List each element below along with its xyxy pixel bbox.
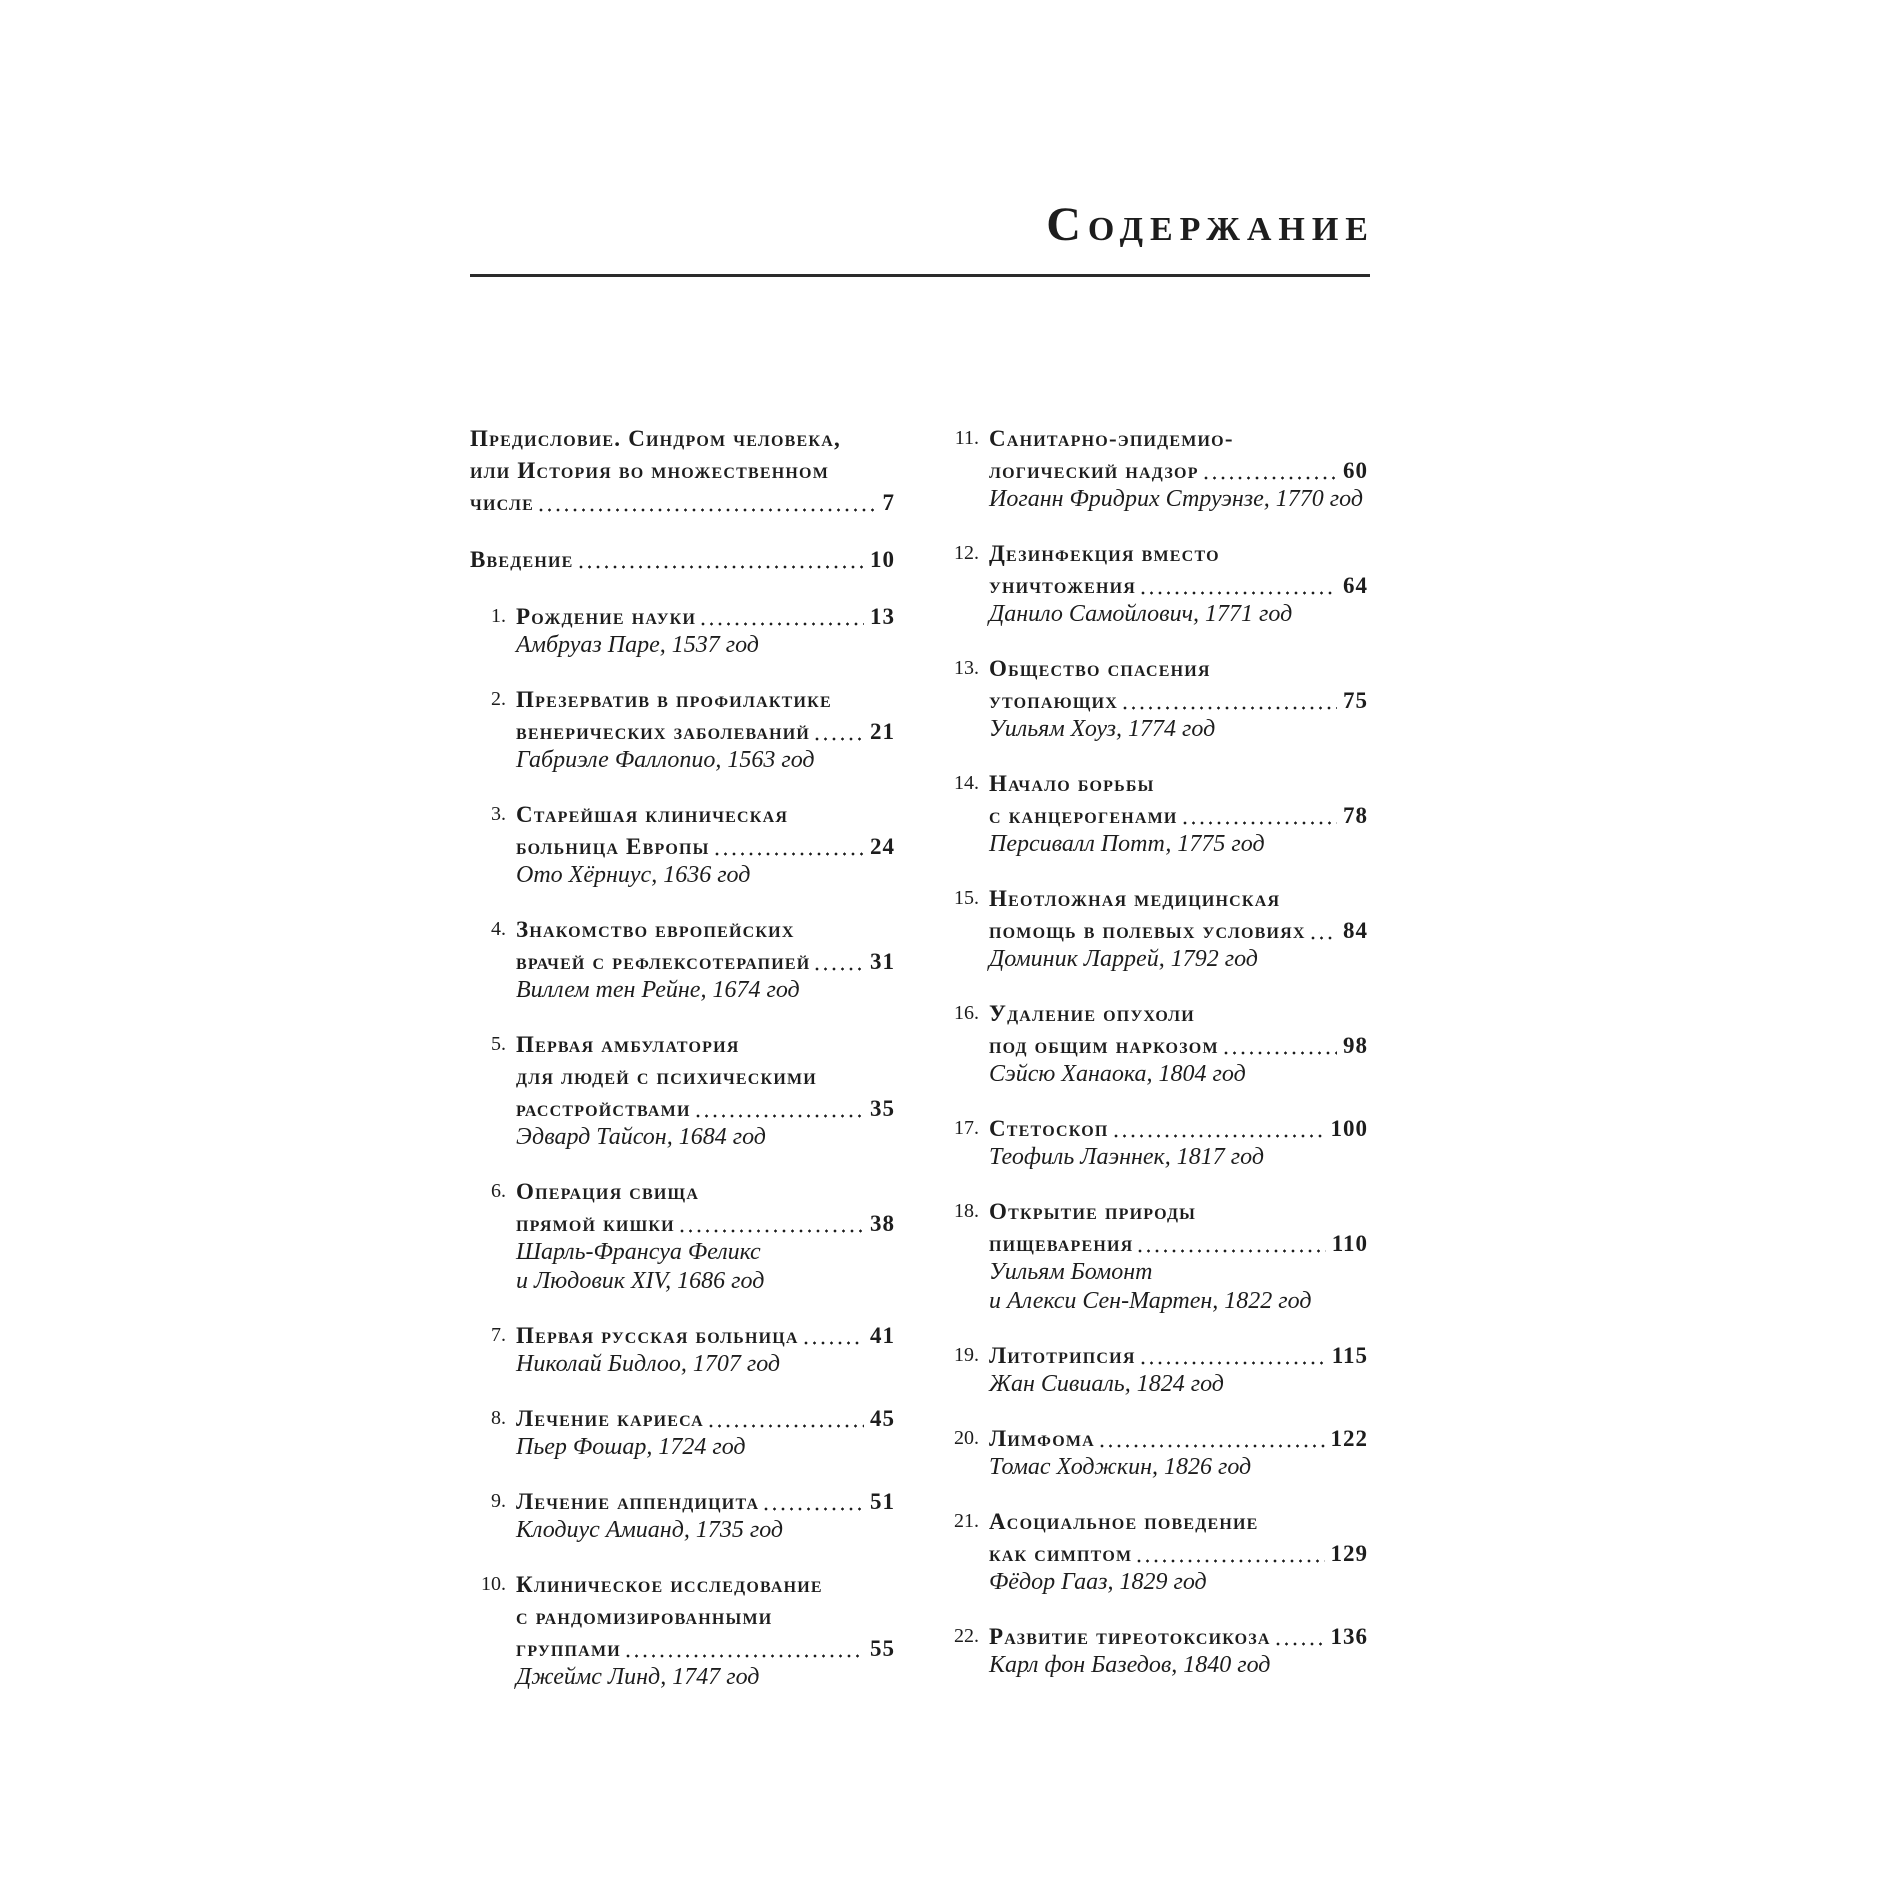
entry-title-line	[989, 1424, 1368, 1453]
entry-title-line	[470, 424, 895, 456]
dot-leader	[804, 1340, 864, 1346]
entry-title-line	[989, 999, 1368, 1031]
entry-page-number: 24	[870, 834, 895, 859]
entry-title-line	[989, 1507, 1368, 1539]
entry-number: 16.	[954, 1002, 979, 1024]
page-title: Содержание	[1046, 198, 1375, 251]
entry-title-text: как симптом	[989, 1541, 1133, 1566]
toc-entry	[470, 1321, 895, 1379]
entry-author-line: Уильям Бомонт	[989, 1259, 1153, 1285]
entry-body	[989, 654, 1368, 744]
dot-leader	[764, 1506, 864, 1512]
entry-page-number: 13	[870, 604, 895, 629]
entry-author-line: Томас Ходжкин, 1826 год	[989, 1454, 1252, 1480]
toc-entry	[470, 602, 895, 660]
entry-page-number: 75	[1343, 688, 1368, 713]
entry-body	[989, 1507, 1368, 1597]
entry-title-text: Литотрипсия	[989, 1343, 1136, 1368]
entry-number: 20.	[954, 1427, 979, 1449]
entry-body	[989, 1424, 1368, 1482]
dot-leader	[815, 966, 864, 972]
entry-title-text: под общим наркозом	[989, 1033, 1219, 1058]
entry-title-line	[516, 602, 895, 631]
entry-body	[470, 545, 895, 574]
entry-title-text: Предисловие. Синдром человека,	[470, 426, 841, 451]
entry-page-number: 78	[1343, 803, 1368, 828]
toc-entry	[470, 915, 895, 1005]
entry-number: 21.	[954, 1510, 979, 1532]
toc-entry	[943, 1197, 1368, 1316]
entry-title-text: с канцерогенами	[989, 803, 1178, 828]
entry-body	[989, 884, 1368, 974]
entry-author-line: Виллем тен Рейне, 1674 год	[516, 977, 800, 1003]
entry-title-text: Лимфома	[989, 1426, 1095, 1451]
entry-title-line	[989, 801, 1368, 830]
entry-title-text: числе	[470, 490, 534, 515]
entry-number: 2.	[491, 688, 506, 710]
entry-body	[989, 1114, 1368, 1172]
entry-body	[516, 685, 895, 775]
dot-leader	[1138, 1248, 1325, 1254]
dot-leader	[1137, 1558, 1324, 1564]
entry-body	[989, 539, 1368, 629]
entry-author-line: Иоганн Фридрих Струэнзе, 1770 год	[989, 486, 1363, 512]
entry-number: 1.	[491, 605, 506, 627]
entry-title-text: с рандомизированными	[516, 1604, 773, 1629]
toc-entry	[943, 654, 1368, 744]
entry-title-text: утопающих	[989, 688, 1119, 713]
entry-title-text: Введение	[470, 547, 574, 572]
entry-title-text: Рождение науки	[516, 604, 697, 629]
entry-body	[516, 800, 895, 890]
entry-title-text: Развитие тиреотоксикоза	[989, 1624, 1271, 1649]
toc-entry	[470, 1570, 895, 1692]
dot-leader	[1141, 1360, 1326, 1366]
entry-title-line	[516, 1177, 895, 1209]
entry-title-line	[989, 1229, 1368, 1258]
entry-title-line	[989, 1341, 1368, 1370]
entry-title-text: Старейшая клиническая	[516, 802, 789, 827]
entry-body	[516, 1321, 895, 1379]
toc-entry	[943, 1507, 1368, 1597]
entry-author-line: Шарль-Франсуа Феликс	[516, 1239, 761, 1265]
entry-title-line	[989, 456, 1368, 485]
entry-page-number: 10	[870, 547, 895, 572]
entry-number: 3.	[491, 803, 506, 825]
entry-title-line	[516, 1209, 895, 1238]
entry-title-line	[989, 884, 1368, 916]
entry-title-line	[516, 1030, 895, 1062]
entry-title-text: или История во множественном	[470, 458, 829, 483]
toc-column-right	[943, 424, 1368, 1705]
entry-author-line: Теофиль Лаэннек, 1817 год	[989, 1144, 1264, 1170]
entry-body	[516, 1030, 895, 1152]
entry-number: 8.	[491, 1407, 506, 1429]
toc-entry	[943, 1424, 1368, 1482]
entry-page-number: 136	[1330, 1624, 1368, 1649]
entry-number: 14.	[954, 772, 979, 794]
entry-title-text: Открытие природы	[989, 1199, 1197, 1224]
dot-leader	[1204, 475, 1337, 481]
entry-author-line: Персивалл Потт, 1775 год	[989, 831, 1265, 857]
entry-body	[470, 424, 895, 517]
entry-number: 17.	[954, 1117, 979, 1139]
dot-leader	[1183, 820, 1337, 826]
toc-entry	[943, 769, 1368, 859]
entry-title-line	[470, 488, 895, 517]
entry-page-number: 110	[1331, 1231, 1368, 1256]
entry-title-line	[516, 947, 895, 976]
entry-number: 12.	[954, 542, 979, 564]
entry-title-line	[516, 1487, 895, 1516]
entry-page-number: 41	[870, 1323, 895, 1348]
entry-author-line: Данило Самойлович, 1771 год	[989, 601, 1293, 627]
dot-leader	[1100, 1443, 1325, 1449]
toc-entry	[943, 999, 1368, 1089]
entry-author-line: и Алекси Сен-Мартен, 1822 год	[989, 1288, 1312, 1314]
entry-author-line: и Людовик XIV, 1686 год	[516, 1268, 765, 1294]
entry-body	[989, 1341, 1368, 1399]
entry-title-text: пищеварения	[989, 1231, 1134, 1256]
entry-body	[989, 769, 1368, 859]
entry-author-line: Фёдор Гааз, 1829 год	[989, 1569, 1207, 1595]
entry-author-line: Эдвард Тайсон, 1684 год	[516, 1124, 766, 1150]
entry-body	[516, 1570, 895, 1692]
entry-page-number: 98	[1343, 1033, 1368, 1058]
entry-number: 9.	[491, 1490, 506, 1512]
entry-title-line	[516, 1404, 895, 1433]
entry-title-line	[989, 1539, 1368, 1568]
entry-title-text: помощь в полевых условиях	[989, 918, 1306, 943]
entry-title-text: Стетоскоп	[989, 1116, 1109, 1141]
dot-leader	[680, 1228, 864, 1234]
toc-front-matter-entry	[470, 424, 895, 517]
entry-title-line	[470, 545, 895, 574]
entry-title-text: венерических заболеваний	[516, 719, 811, 744]
entry-number: 13.	[954, 657, 979, 679]
entry-title-text: Лечение аппендицита	[516, 1489, 760, 1514]
dot-leader	[1141, 590, 1337, 596]
entry-title-line	[516, 1634, 895, 1663]
entry-number: 22.	[954, 1625, 979, 1647]
entry-title-line	[516, 1321, 895, 1350]
toc-entry	[943, 1341, 1368, 1399]
entry-author-line: Сэйсю Ханаока, 1804 год	[989, 1061, 1246, 1087]
entry-title-line	[989, 1114, 1368, 1143]
toc-column-left	[470, 424, 895, 1717]
entry-title-text: Клиническое исследование	[516, 1572, 823, 1597]
entry-title-line	[989, 769, 1368, 801]
toc-entry	[470, 685, 895, 775]
dot-leader	[815, 736, 864, 742]
entry-author-line: Клодиус Амианд, 1735 год	[516, 1517, 784, 1543]
dot-leader	[626, 1653, 864, 1659]
entry-title-text: Неотложная медицинская	[989, 886, 1281, 911]
entry-body	[516, 602, 895, 660]
toc-entry	[943, 884, 1368, 974]
entry-body	[989, 999, 1368, 1089]
entry-number: 4.	[491, 918, 506, 940]
entry-body	[516, 1404, 895, 1462]
toc-entry	[943, 1114, 1368, 1172]
entry-title-text: Асоциальное поведение	[989, 1509, 1259, 1534]
entry-title-line	[989, 1197, 1368, 1229]
toc-front-matter-entry	[470, 545, 895, 574]
entry-title-line	[989, 539, 1368, 571]
dot-leader	[715, 851, 864, 857]
entry-number: 18.	[954, 1200, 979, 1222]
entry-title-text: Знакомство европейских	[516, 917, 795, 942]
entry-title-text: врачей с рефлексотерапией	[516, 949, 811, 974]
entry-title-line	[989, 424, 1368, 456]
toc-entry	[470, 1404, 895, 1462]
toc-entry	[943, 1622, 1368, 1680]
entry-page-number: 35	[870, 1096, 895, 1121]
entry-title-text: Операция свища	[516, 1179, 700, 1204]
entry-body	[989, 424, 1368, 514]
entry-page-number: 51	[870, 1489, 895, 1514]
entry-body	[989, 1622, 1368, 1680]
toc-entry	[470, 1030, 895, 1152]
toc-entry	[470, 1177, 895, 1296]
entry-title-text: Общество спасения	[989, 656, 1211, 681]
entry-author-line: Жан Сивиаль, 1824 год	[989, 1371, 1224, 1397]
entry-title-text: логический надзор	[989, 458, 1199, 483]
toc-entry	[943, 424, 1368, 514]
entry-author-line: Амбруаз Паре, 1537 год	[516, 632, 759, 658]
entry-title-line	[516, 800, 895, 832]
entry-body	[516, 915, 895, 1005]
entry-title-text: расстройствами	[516, 1096, 691, 1121]
entry-title-text: уничтожения	[989, 573, 1137, 598]
dot-leader	[539, 507, 877, 513]
entry-page-number: 31	[870, 949, 895, 974]
entry-title-line	[516, 685, 895, 717]
entry-title-line	[989, 571, 1368, 600]
entry-author-line: Уильям Хоуз, 1774 год	[989, 716, 1216, 742]
entry-title-line	[989, 1622, 1368, 1651]
entry-page-number: 64	[1343, 573, 1368, 598]
entry-number: 15.	[954, 887, 979, 909]
entry-title-line	[470, 456, 895, 488]
dot-leader	[579, 564, 864, 570]
dot-leader	[701, 621, 864, 627]
entry-title-line	[516, 1094, 895, 1123]
entry-author-line: Джеймс Линд, 1747 год	[516, 1664, 760, 1690]
entry-number: 11.	[954, 427, 979, 449]
entry-title-line	[516, 1570, 895, 1602]
entry-author-line: Пьер Фошар, 1724 год	[516, 1434, 746, 1460]
toc-entry	[470, 800, 895, 890]
entry-title-text: для людей с психическими	[516, 1064, 817, 1089]
entry-title-line	[989, 916, 1368, 945]
dot-leader	[696, 1113, 864, 1119]
toc-entry	[470, 1487, 895, 1545]
entry-page-number: 122	[1330, 1426, 1368, 1451]
entry-number: 6.	[491, 1180, 506, 1202]
entry-title-line	[516, 1602, 895, 1634]
entry-page-number: 7	[882, 490, 895, 515]
entry-author-line: Ото Хёрниус, 1636 год	[516, 862, 751, 888]
entry-page-number: 84	[1343, 918, 1368, 943]
entry-page-number: 55	[870, 1636, 895, 1661]
dot-leader	[1224, 1050, 1337, 1056]
entry-author-line: Николай Бидлоо, 1707 год	[516, 1351, 781, 1377]
entry-page-number: 21	[870, 719, 895, 744]
dot-leader	[1311, 935, 1337, 941]
entry-title-line	[989, 654, 1368, 686]
entry-title-text: Удаление опухоли	[989, 1001, 1195, 1026]
entry-page-number: 115	[1331, 1343, 1368, 1368]
entry-page-number: 45	[870, 1406, 895, 1431]
entry-title-text: больница Европы	[516, 834, 710, 859]
entry-number: 5.	[491, 1033, 506, 1055]
entry-title-line	[989, 1031, 1368, 1060]
entry-body	[516, 1487, 895, 1545]
toc-entry	[943, 539, 1368, 629]
entry-title-text: Начало борьбы	[989, 771, 1155, 796]
entry-title-line	[516, 1062, 895, 1094]
dot-leader	[1114, 1133, 1325, 1139]
entry-title-line	[516, 832, 895, 861]
entry-author-line: Карл фон Базедов, 1840 год	[989, 1652, 1271, 1678]
title-rule	[470, 274, 1370, 277]
dot-leader	[1276, 1641, 1325, 1647]
entry-body	[989, 1197, 1368, 1316]
entry-title-text: Первая амбулатория	[516, 1032, 740, 1057]
dot-leader	[1123, 705, 1337, 711]
dot-leader	[709, 1423, 864, 1429]
entry-number: 10.	[481, 1573, 506, 1595]
entry-number: 7.	[491, 1324, 506, 1346]
entry-title-line	[516, 717, 895, 746]
entry-number: 19.	[954, 1344, 979, 1366]
entry-page-number: 129	[1330, 1541, 1368, 1566]
entry-page-number: 38	[870, 1211, 895, 1236]
entry-title-text: Дезинфекция вместо	[989, 541, 1220, 566]
entry-title-line	[516, 915, 895, 947]
entry-title-text: Первая русская больница	[516, 1323, 799, 1348]
entry-title-text: Презерватив в профилактике	[516, 687, 832, 712]
entry-title-line	[989, 686, 1368, 715]
entry-title-text: Санитарно-эпидемио-	[989, 426, 1234, 451]
entry-page-number: 60	[1343, 458, 1368, 483]
entry-body	[516, 1177, 895, 1296]
entry-author-line: Габриэле Фаллопио, 1563 год	[516, 747, 815, 773]
entry-title-text: Лечение кариеса	[516, 1406, 704, 1431]
entry-page-number: 100	[1330, 1116, 1368, 1141]
entry-author-line: Доминик Ларрей, 1792 год	[989, 946, 1258, 972]
entry-title-text: группами	[516, 1636, 621, 1661]
entry-title-text: прямой кишки	[516, 1211, 675, 1236]
